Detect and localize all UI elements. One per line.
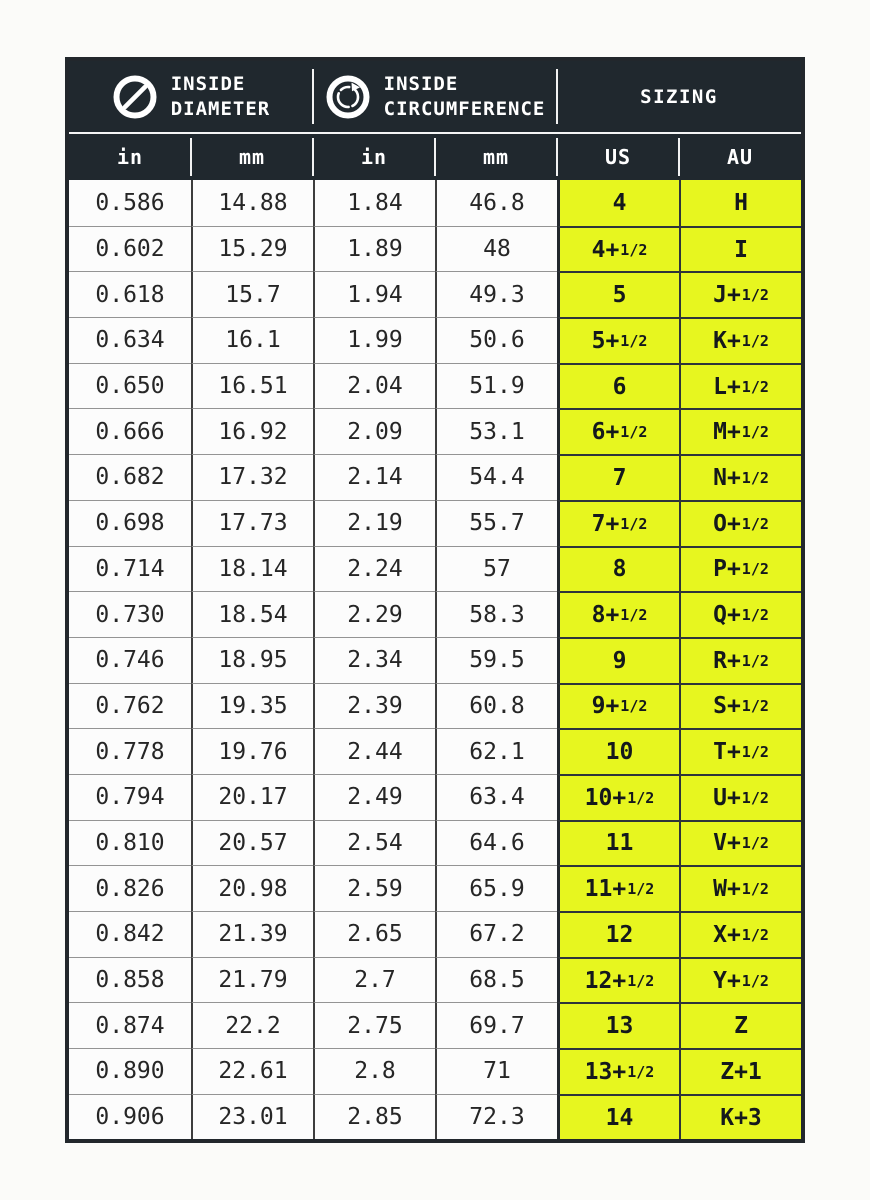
column-header-us-size: US <box>557 134 679 180</box>
cell-inside-circumference-in: 1.89 <box>313 226 435 272</box>
header-group-inside-diameter <box>69 61 313 132</box>
half-fraction: 1/2 <box>741 971 769 990</box>
inside-diameter-label <box>171 72 271 121</box>
table-row <box>69 180 801 226</box>
half-fraction: 1/2 <box>741 331 769 350</box>
table-row <box>69 911 801 957</box>
cell-us-size: 6 <box>557 363 679 409</box>
cell-inside-circumference-mm: 49.3 <box>435 271 557 317</box>
cell-inside-diameter-in: 0.682 <box>69 454 191 500</box>
half-fraction: 1/2 <box>627 1062 655 1081</box>
cell-inside-diameter-in: 0.746 <box>69 637 191 683</box>
table-row <box>69 454 801 500</box>
cell-inside-circumference-in: 2.75 <box>313 1002 435 1048</box>
cell-us-size: 14 <box>557 1094 679 1140</box>
cell-us-size: 10 <box>557 728 679 774</box>
cell-au-size: R+ 1/2 <box>679 637 801 683</box>
cell-inside-diameter-in: 0.778 <box>69 728 191 774</box>
column-header-diameter-in: in <box>116 145 144 169</box>
half-fraction: 1/2 <box>627 880 655 899</box>
inside-diameter-label-line2: DIAMETER <box>170 97 271 120</box>
cell-inside-circumference-mm: 50.6 <box>435 317 557 363</box>
cell-inside-diameter-mm: 20.98 <box>191 865 313 911</box>
cell-inside-circumference-in: 2.14 <box>313 454 435 500</box>
half-fraction: 1/2 <box>741 788 769 807</box>
cell-au-size: W+ 1/2 <box>679 865 801 911</box>
cell-inside-circumference-mm: 57 <box>435 546 557 592</box>
cell-inside-diameter-mm: 14.88 <box>191 180 313 226</box>
cell-us-size: 5+ 1/2 <box>557 317 679 363</box>
cell-au-size: K+ 1/2 <box>679 317 801 363</box>
cell-inside-diameter-mm: 20.17 <box>191 774 313 820</box>
cell-inside-diameter-in: 0.618 <box>69 271 191 317</box>
cell-inside-diameter-in: 0.906 <box>69 1094 191 1140</box>
cell-au-size: V+ 1/2 <box>679 820 801 866</box>
cell-inside-diameter-mm: 21.79 <box>191 957 313 1003</box>
cell-inside-circumference-mm: 60.8 <box>435 683 557 729</box>
cell-inside-circumference-in: 2.54 <box>313 820 435 866</box>
column-header-circumference-in: in <box>313 134 435 180</box>
cell-us-size: 4+ 1/2 <box>557 226 679 272</box>
table-row <box>69 820 801 866</box>
cell-inside-diameter-mm: 15.7 <box>191 271 313 317</box>
cell-inside-circumference-in: 2.39 <box>313 683 435 729</box>
cell-inside-diameter-in: 0.634 <box>69 317 191 363</box>
cell-inside-diameter-mm: 18.14 <box>191 546 313 592</box>
cell-au-size: T+ 1/2 <box>679 728 801 774</box>
cell-inside-diameter-mm: 17.73 <box>191 500 313 546</box>
half-fraction: 1/2 <box>620 240 648 259</box>
cell-inside-diameter-in: 0.730 <box>69 591 191 637</box>
cell-inside-diameter-in: 0.650 <box>69 363 191 409</box>
cell-inside-diameter-mm: 23.01 <box>191 1094 313 1140</box>
half-fraction: 1/2 <box>627 788 655 807</box>
header-group-sizing <box>557 61 801 132</box>
cell-au-size: U+ 1/2 <box>679 774 801 820</box>
table-row <box>69 728 801 774</box>
cell-inside-circumference-mm: 59.5 <box>435 637 557 683</box>
ring-size-conversion-table <box>65 57 805 1143</box>
cell-inside-circumference-mm: 67.2 <box>435 911 557 957</box>
cell-au-size: Q+ 1/2 <box>679 591 801 637</box>
column-header-row <box>69 134 801 180</box>
half-fraction: 1/2 <box>741 377 769 396</box>
cell-inside-circumference-in: 2.34 <box>313 637 435 683</box>
cell-au-size: I <box>679 226 801 272</box>
cell-inside-circumference-mm: 48 <box>435 226 557 272</box>
cell-inside-diameter-in: 0.762 <box>69 683 191 729</box>
cell-us-size: 12+ 1/2 <box>557 957 679 1003</box>
cell-us-size: 13 <box>557 1002 679 1048</box>
table-row <box>69 363 801 409</box>
cell-inside-diameter-mm: 22.2 <box>191 1002 313 1048</box>
inside-diameter-label-line1: INSIDE <box>170 72 246 95</box>
cell-inside-diameter-in: 0.842 <box>69 911 191 957</box>
cell-inside-diameter-mm: 18.95 <box>191 637 313 683</box>
cell-inside-circumference-mm: 46.8 <box>435 180 557 226</box>
header-group-inside-circumference <box>313 61 557 132</box>
cell-au-size: J+ 1/2 <box>679 271 801 317</box>
cell-us-size: 6+ 1/2 <box>557 408 679 454</box>
table-header <box>69 61 801 180</box>
cell-us-size: 7 <box>557 454 679 500</box>
cell-us-size: 8+ 1/2 <box>557 591 679 637</box>
sizing-label: SIZING <box>640 85 718 108</box>
cell-inside-diameter-mm: 21.39 <box>191 911 313 957</box>
cell-inside-circumference-in: 2.49 <box>313 774 435 820</box>
inside-circumference-label-line1: INSIDE <box>383 72 459 95</box>
inside-diameter-icon <box>112 74 158 120</box>
inside-circumference-label-line2: CIRCUMFERENCE <box>383 97 546 120</box>
cell-us-size: 13+ 1/2 <box>557 1048 679 1094</box>
header-title-row <box>69 61 801 132</box>
cell-au-size: Z+1 <box>679 1048 801 1094</box>
table-row <box>69 317 801 363</box>
cell-au-size: Z <box>679 1002 801 1048</box>
cell-inside-diameter-mm: 20.57 <box>191 820 313 866</box>
cell-inside-circumference-in: 1.94 <box>313 271 435 317</box>
table-row <box>69 683 801 729</box>
cell-inside-diameter-mm: 16.51 <box>191 363 313 409</box>
cell-inside-circumference-mm: 63.4 <box>435 774 557 820</box>
cell-inside-circumference-mm: 64.6 <box>435 820 557 866</box>
table-row <box>69 546 801 592</box>
inside-circumference-label <box>384 72 546 121</box>
cell-us-size: 7+ 1/2 <box>557 500 679 546</box>
cell-inside-circumference-mm: 54.4 <box>435 454 557 500</box>
half-fraction: 1/2 <box>741 560 769 579</box>
cell-inside-circumference-mm: 62.1 <box>435 728 557 774</box>
half-fraction: 1/2 <box>620 697 648 716</box>
cell-us-size: 11 <box>557 820 679 866</box>
table-row <box>69 774 801 820</box>
cell-au-size: L+ 1/2 <box>679 363 801 409</box>
half-fraction: 1/2 <box>741 880 769 899</box>
table-row <box>69 1002 801 1048</box>
half-fraction: 1/2 <box>741 743 769 762</box>
cell-us-size: 11+ 1/2 <box>557 865 679 911</box>
cell-inside-diameter-in: 0.890 <box>69 1048 191 1094</box>
cell-inside-diameter-in: 0.874 <box>69 1002 191 1048</box>
cell-inside-circumference-mm: 71 <box>435 1048 557 1094</box>
cell-inside-circumference-in: 2.85 <box>313 1094 435 1140</box>
cell-inside-circumference-in: 2.8 <box>313 1048 435 1094</box>
column-header-au-size: AU <box>679 134 801 180</box>
table-row <box>69 637 801 683</box>
table-row <box>69 1048 801 1094</box>
cell-inside-circumference-mm: 72.3 <box>435 1094 557 1140</box>
half-fraction: 1/2 <box>741 834 769 853</box>
column-header-circumference-mm: mm <box>435 134 557 180</box>
cell-inside-diameter-in: 0.714 <box>69 546 191 592</box>
cell-inside-circumference-in: 2.59 <box>313 865 435 911</box>
cell-inside-circumference-in: 2.19 <box>313 500 435 546</box>
cell-inside-circumference-in: 1.99 <box>313 317 435 363</box>
table-body <box>69 180 801 1139</box>
half-fraction: 1/2 <box>620 331 648 350</box>
cell-au-size: N+ 1/2 <box>679 454 801 500</box>
cell-us-size: 5 <box>557 271 679 317</box>
cell-us-size: 12 <box>557 911 679 957</box>
cell-inside-circumference-in: 2.7 <box>313 957 435 1003</box>
cell-inside-diameter-in: 0.794 <box>69 774 191 820</box>
cell-inside-circumference-in: 2.04 <box>313 363 435 409</box>
inside-circumference-icon <box>325 74 371 120</box>
cell-inside-diameter-in: 0.858 <box>69 957 191 1003</box>
cell-us-size: 10+ 1/2 <box>557 774 679 820</box>
table-row <box>69 865 801 911</box>
cell-inside-diameter-in: 0.602 <box>69 226 191 272</box>
cell-inside-circumference-in: 2.44 <box>313 728 435 774</box>
half-fraction: 1/2 <box>741 423 769 442</box>
cell-us-size: 8 <box>557 546 679 592</box>
half-fraction: 1/2 <box>741 606 769 625</box>
cell-inside-circumference-mm: 69.7 <box>435 1002 557 1048</box>
cell-inside-circumference-mm: 58.3 <box>435 591 557 637</box>
cell-inside-diameter-mm: 16.92 <box>191 408 313 454</box>
cell-inside-diameter-in: 0.666 <box>69 408 191 454</box>
half-fraction: 1/2 <box>741 651 769 670</box>
table-row <box>69 591 801 637</box>
cell-inside-circumference-mm: 53.1 <box>435 408 557 454</box>
cell-inside-circumference-in: 2.29 <box>313 591 435 637</box>
table-row <box>69 271 801 317</box>
table-row <box>69 500 801 546</box>
cell-inside-diameter-mm: 19.35 <box>191 683 313 729</box>
cell-inside-circumference-in: 2.65 <box>313 911 435 957</box>
cell-us-size: 9+ 1/2 <box>557 683 679 729</box>
table-row <box>69 957 801 1003</box>
cell-au-size: X+ 1/2 <box>679 911 801 957</box>
half-fraction: 1/2 <box>620 606 648 625</box>
cell-inside-diameter-mm: 17.32 <box>191 454 313 500</box>
cell-au-size: M+ 1/2 <box>679 408 801 454</box>
cell-inside-circumference-mm: 68.5 <box>435 957 557 1003</box>
table-row <box>69 1094 801 1140</box>
half-fraction: 1/2 <box>741 925 769 944</box>
cell-au-size: P+ 1/2 <box>679 546 801 592</box>
table-row <box>69 408 801 454</box>
cell-inside-diameter-in: 0.810 <box>69 820 191 866</box>
half-fraction: 1/2 <box>620 514 648 533</box>
cell-inside-diameter-in: 0.826 <box>69 865 191 911</box>
cell-inside-circumference-in: 2.24 <box>313 546 435 592</box>
cell-inside-diameter-mm: 19.76 <box>191 728 313 774</box>
cell-inside-diameter-mm: 16.1 <box>191 317 313 363</box>
half-fraction: 1/2 <box>627 971 655 990</box>
cell-au-size: K+3 <box>679 1094 801 1140</box>
half-fraction: 1/2 <box>741 697 769 716</box>
half-fraction: 1/2 <box>741 286 769 305</box>
column-header-diameter-mm: mm <box>191 134 313 180</box>
cell-inside-circumference-mm: 65.9 <box>435 865 557 911</box>
cell-inside-diameter-in: 0.698 <box>69 500 191 546</box>
table-row <box>69 226 801 272</box>
cell-au-size: S+ 1/2 <box>679 683 801 729</box>
cell-inside-diameter-in: 0.586 <box>69 180 191 226</box>
cell-au-size: O+ 1/2 <box>679 500 801 546</box>
cell-inside-diameter-mm: 22.61 <box>191 1048 313 1094</box>
cell-us-size: 4 <box>557 180 679 226</box>
cell-inside-circumference-mm: 55.7 <box>435 500 557 546</box>
cell-inside-circumference-mm: 51.9 <box>435 363 557 409</box>
cell-us-size: 9 <box>557 637 679 683</box>
cell-au-size: Y+ 1/2 <box>679 957 801 1003</box>
half-fraction: 1/2 <box>741 468 769 487</box>
half-fraction: 1/2 <box>741 514 769 533</box>
cell-inside-circumference-in: 1.84 <box>313 180 435 226</box>
cell-inside-diameter-mm: 15.29 <box>191 226 313 272</box>
cell-inside-circumference-in: 2.09 <box>313 408 435 454</box>
cell-au-size: H <box>679 180 801 226</box>
half-fraction: 1/2 <box>620 423 648 442</box>
cell-inside-diameter-mm: 18.54 <box>191 591 313 637</box>
